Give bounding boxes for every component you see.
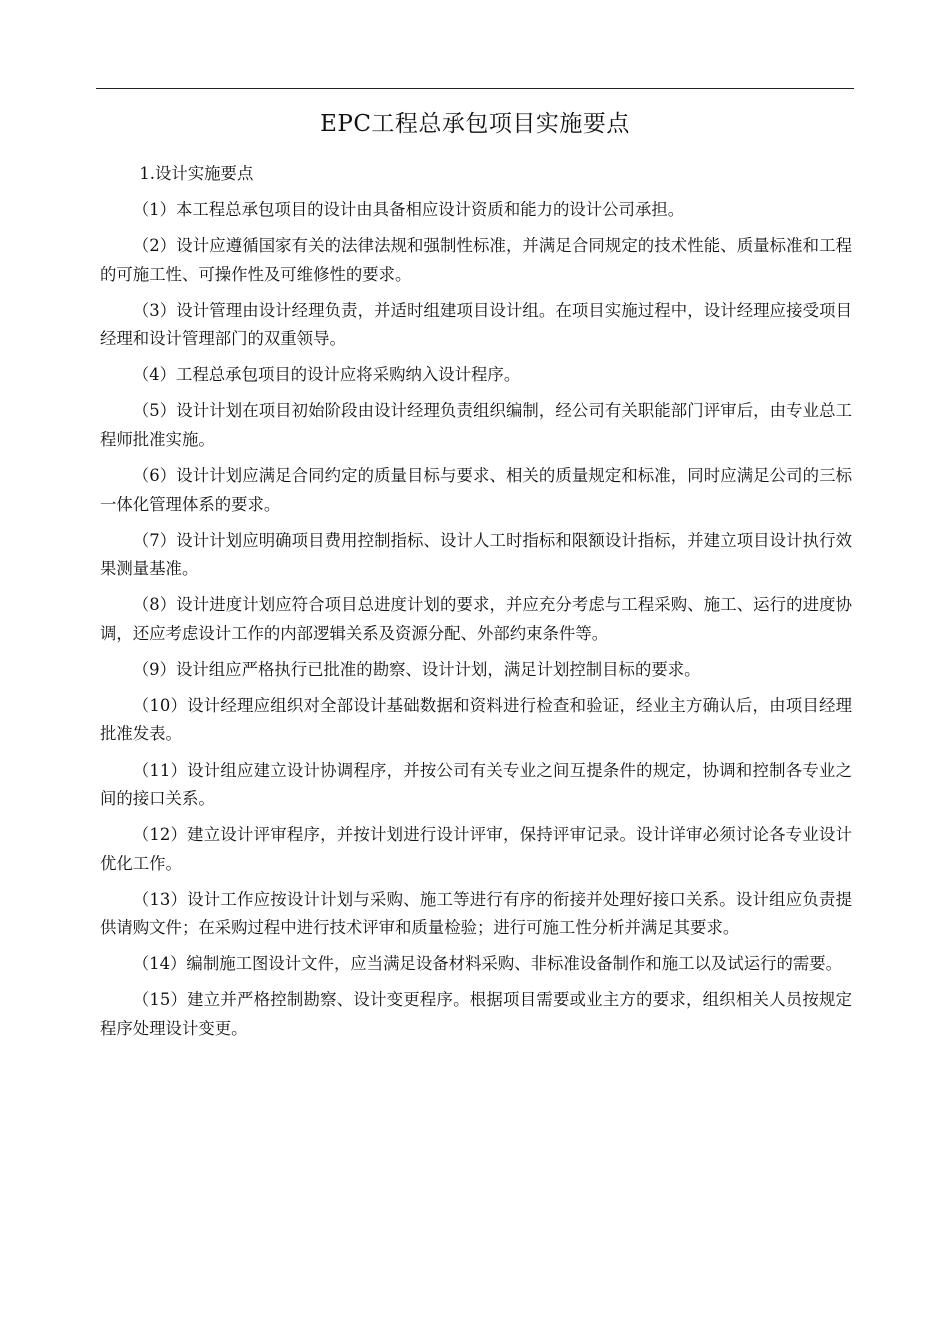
paragraph-1: （1）本工程总承包项目的设计由具备相应设计资质和能力的设计公司承担。 (132, 200, 685, 220)
paragraph-11: （11）设计组应建立设计协调程序，并按公司有关专业之间互提条件的规定，协调和控制各专业之间的接口关系。 (100, 760, 852, 809)
paragraph-8: （8）设计进度计划应符合项目总进度计划的要求，并应充分考虑与工程采购、施工、运行的进度协调，还应考虑设计工作的内部逻辑关系及资源分配、外部约束条件等。 (100, 595, 852, 643)
paragraph-13: （13）设计工作应按设计计划与采购、施工等进行有序的衔接并处理好接口关系。设计组应负责提供请购文件；在采购过程中进行技术评审和质量检验；进行可施工性分析并满足其要求。 (100, 889, 852, 938)
paragraph-12: （12）建立设计评审程序，并按计划进行设计评审，保持评审记录。设计详审必须讨论各专业设计优化工作。 (100, 825, 852, 873)
paragraph-7: （7）设计计划应明确项目费用控制指标、设计人工时指标和限额设计指标，并建立项目设计执行效果测量基准。 (100, 530, 852, 579)
paragraph-9: （9）设计组应严格执行已批准的勘察、设计计划，满足计划控制目标的要求。 (132, 659, 701, 679)
section-heading: 1.设计实施要点 (139, 164, 254, 183)
document-title: EPC工程总承包项目实施要点 (320, 111, 630, 137)
document-body (100, 160, 852, 1051)
paragraph-6: （6）设计计划应满足合同约定的质量目标与要求、相关的质量规定和标准，同时应满足公司的三标一体化管理体系的要求。 (100, 466, 852, 514)
paragraph-4: （4）工程总承包项目的设计应将采购纳入设计程序。 (132, 365, 521, 385)
paragraph-14: （14）编制施工图设计文件，应当满足设备材料采购、非标准设备制作和施工以及试运行的需要。 (132, 954, 843, 974)
paragraph-2: （2）设计应遵循国家有关的法律法规和强制性标准，并满足合同规定的技术性能、质量标准和工程的可施工性、可操作性及可维修性的要求。 (100, 236, 852, 284)
paragraph-10: （10）设计经理应组织对全部设计基础数据和资料进行检查和验证，经业主方确认后，由项目经理批准发表。 (100, 695, 852, 744)
paragraph-15: （15）建立并严格控制勘察、设计变更程序。根据项目需要或业主方的要求，组织相关人员按规定程序处理设计变更。 (100, 990, 852, 1038)
paragraph-5: （5）设计计划在项目初始阶段由设计经理负责组织编制，经公司有关职能部门评审后，由专业总工程师批准实施。 (100, 401, 852, 449)
paragraph-3: （3）设计管理由设计经理负责，并适时组建项目设计组。在项目实施过程中，设计经理应接受项目经理和设计管理部门的双重领导。 (100, 300, 852, 349)
header-rule (96, 88, 854, 89)
